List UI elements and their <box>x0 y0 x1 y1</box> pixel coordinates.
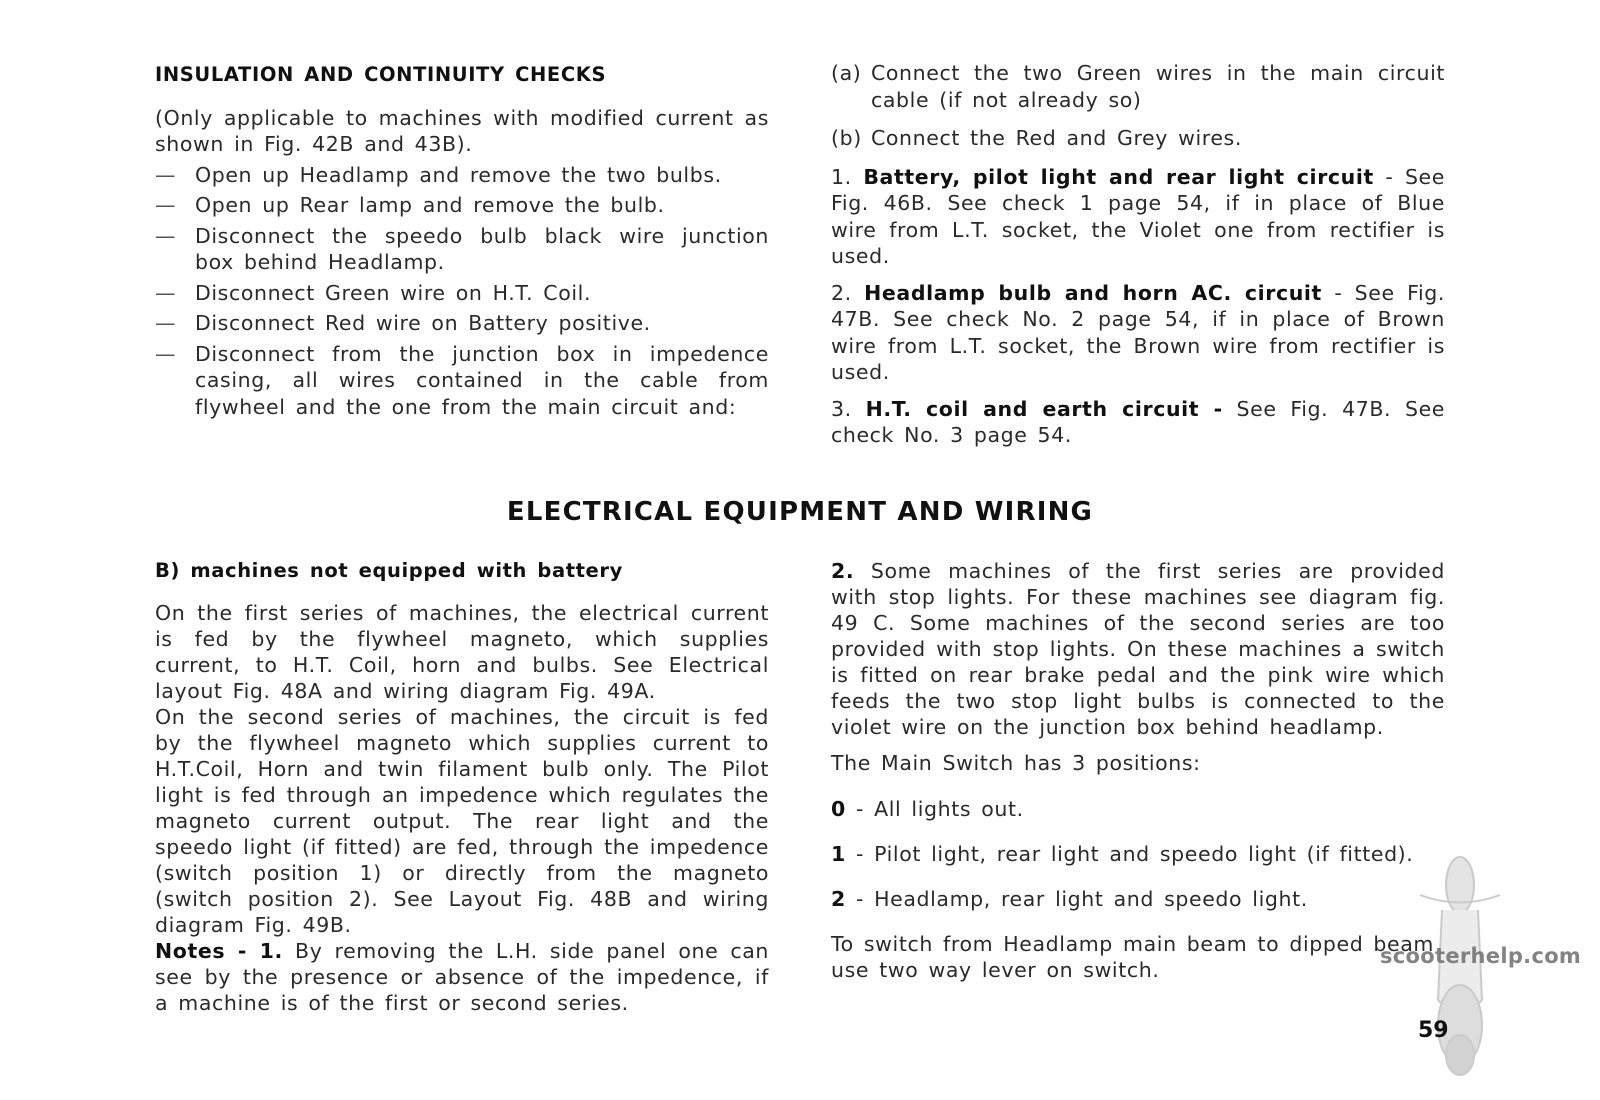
battery-subheading: B) machines not equipped with battery <box>155 559 623 582</box>
switch-position: 1 - Pilot light, rear light and speedo light (if fitted). <box>831 842 1414 866</box>
check-item: 3. H.T. coil and earth circuit - See Fig. 47B. See check No. 3 page 54. <box>831 396 1445 447</box>
connect-substep: (b) Connect the Red and Grey wires. <box>831 126 1242 150</box>
note-2-paragraph: 2. Some machines of the first series are provided with stop lights. For these machines see diagram fig. 49 C. Some machines of the second series are too provided with stop lights. On these machines a switch is fitted on rear brake pedal and the pink wire which feeds the two stop light bulbs is connected to the violet wire on the junction box behind headlamp. <box>831 559 1445 739</box>
connect-substep: (a) Connect the two Green wires in the main circuit cable (if not already so) <box>831 61 1445 112</box>
check-item: 1. Battery, pilot light and rear light circuit - See Fig. 46B. See check 1 page 54, if in place of Blue wire from L.T. socket, the Violet one from rectifier is used. <box>831 164 1445 268</box>
notes-paragraph: Notes - 1. By removing the L.H. side panel one can see by the presence or absence of the impedence, if a machine is of the first or second series. <box>155 939 769 1015</box>
check-item: 2. Headlamp bulb and horn AC. circuit - See Fig. 47B. See check No. 2 page 54, if in place of Brown wire from L.T. socket, the Brown wire from rectifier is used. <box>831 280 1446 384</box>
insulation-right-column <box>831 60 1445 459</box>
insulation-step: — Disconnect Red wire on Battery positive. <box>155 311 651 335</box>
page-number: 59 <box>1418 1018 1449 1043</box>
insulation-step: — Open up Rear lamp and remove the bulb. <box>155 193 665 217</box>
closing-paragraph: To switch from Headlamp main beam to dipped beam use two way lever on switch. <box>831 932 1434 982</box>
switch-positions-list <box>831 796 1445 912</box>
insulation-heading: INSULATION AND CONTINUITY CHECKS <box>155 63 607 86</box>
insulation-step: — Disconnect Green wire on H.T. Coil. <box>155 280 592 305</box>
first-series-paragraph: On the first series of machines, the electrical current is fed by the flywheel magneto, which supplies current, to H.T. Coil, horn and bulbs. See Electrical layout Fig. 48A and wiring diagram Fig. 49A. <box>155 601 769 703</box>
section-title: ELECTRICAL EQUIPMENT AND WIRING <box>506 497 1094 527</box>
watermark-text: scooterhelp.com <box>1380 944 1582 968</box>
insulation-step: — Disconnect the speedo bulb black wire junction box behind Headlamp. <box>155 223 769 274</box>
insulation-step: — Disconnect from the junction box in impedence casing, all wires contained in the cable from flywheel and the one from the main circuit and: <box>155 341 769 419</box>
switch-position: 2 - Headlamp, rear light and speedo light. <box>831 887 1308 911</box>
electrical-right-column <box>831 558 1445 993</box>
connect-substeps-list <box>831 60 1445 152</box>
electrical-left-column <box>155 558 769 1026</box>
insulation-left-column <box>155 62 769 424</box>
insulation-step: — Open up Headlamp and remove the two bulbs. <box>155 162 722 187</box>
main-switch-intro: The Main Switch has 3 positions: <box>831 751 1201 775</box>
second-series-paragraph: On the second series of machines, the circuit is fed by the flywheel magneto which supplies current to H.T.Coil, Horn and twin filament bulb only. The Pilot light is fed through an impedence which regulates the magneto current output. The rear light and the speedo light (if fitted) are fed, through the impedence (switch position 1) or directly from the magneto (switch position 2). See Layout Fig. 48B and wiring diagram Fig. 49B. <box>155 705 769 937</box>
insulation-steps-list <box>155 162 769 421</box>
insulation-intro: (Only applicable to machines with modified current as shown in Fig. 42B and 43B). <box>155 105 769 156</box>
switch-position: 0 - All lights out. <box>831 797 1024 821</box>
